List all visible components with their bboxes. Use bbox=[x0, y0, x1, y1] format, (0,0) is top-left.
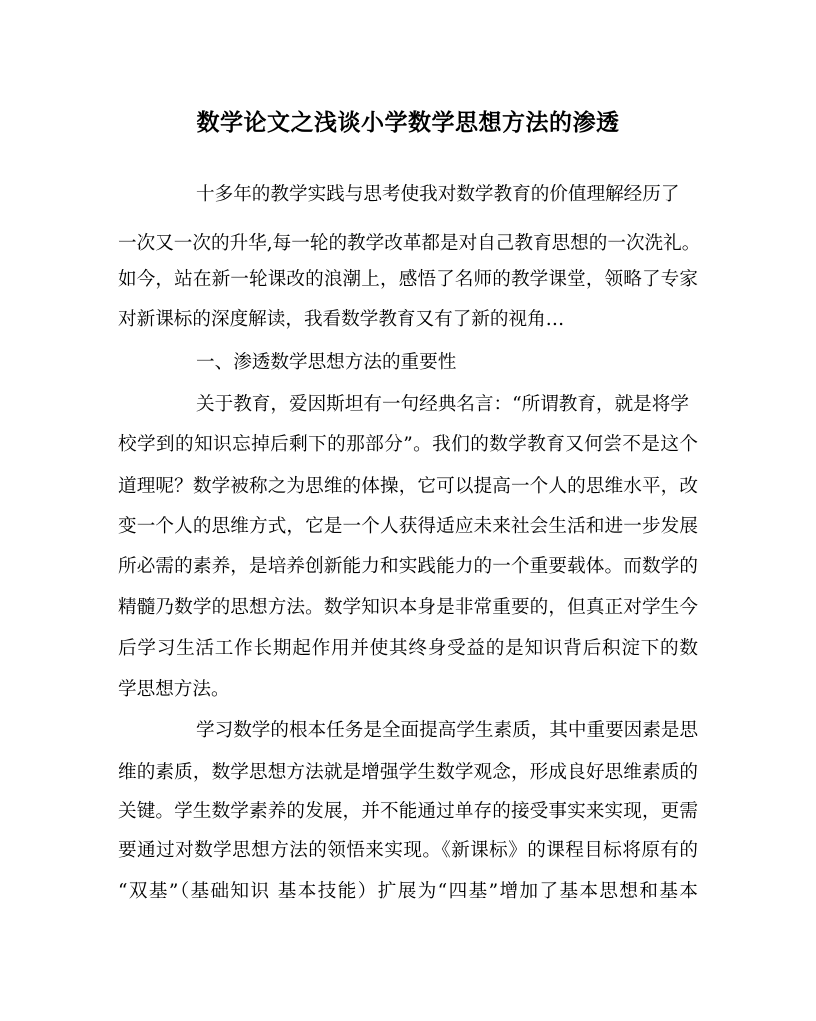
document-title: 数学论文之浅谈小学数学思想方法的渗透 bbox=[196, 109, 620, 136]
paragraph-line: 学思想方法。 bbox=[118, 679, 230, 700]
paragraph-line: 关键。学生数学素养的发展，并不能通过单存的接受事实来实现，更需 bbox=[118, 801, 698, 822]
paragraph-line: 如今，站在新一轮课改的浪潮上，感悟了名师的教学课堂，领略了专家 bbox=[118, 269, 698, 290]
paragraph-line: “双基”（基础知识 基本技能）扩展为“四基”增加了基本思想和基本 bbox=[118, 881, 698, 902]
paragraph-line: 要通过对数学思想方法的领悟来实现。《新课标》的课程目标将原有的 bbox=[118, 840, 698, 861]
paragraph-line: 后学习生活工作长期起作用并使其终身受益的是知识背后积淀下的数 bbox=[118, 638, 698, 659]
paragraph-line: 关于教育，爱因斯坦有一句经典名言：“所谓教育，就是将学 bbox=[196, 394, 689, 415]
paragraph-line: 所必需的素养，是培养创新能力和实践能力的一个重要载体。而数学的 bbox=[118, 556, 698, 577]
paragraph-line: 对新课标的深度解读，我看数学教育又有了新的视角… bbox=[118, 309, 565, 330]
paragraph-line: 变一个人的思维方式，它是一个人获得适应未来社会生活和进一步发展 bbox=[118, 516, 698, 537]
paragraph-line: 维的素质，数学思想方法就是增强学生数学观念，形成良好思维素质的 bbox=[118, 762, 698, 783]
paragraph-line: 十多年的教学实践与思考使我对数学教育的价值理解经历了 bbox=[196, 184, 680, 205]
paragraph-line: 精髓乃数学的思想方法。数学知识本身是非常重要的，但真正对学生今 bbox=[118, 597, 698, 618]
paragraph-line: 校学到的知识忘掉后剩下的那部分”。我们的数学教育又何尝不是这个 bbox=[118, 434, 698, 455]
paragraph-line: 学习数学的根本任务是全面提高学生素质，其中重要因素是思 bbox=[196, 720, 699, 741]
section-heading: 一、渗透数学思想方法的重要性 bbox=[196, 352, 457, 373]
paragraph-line: 一次又一次的升华,每一轮的教学改革都是对自己教育思想的一次洗礼。 bbox=[118, 233, 701, 254]
paragraph-line: 道理呢？数学被称之为思维的体操，它可以提高一个人的思维水平，改 bbox=[118, 476, 698, 497]
